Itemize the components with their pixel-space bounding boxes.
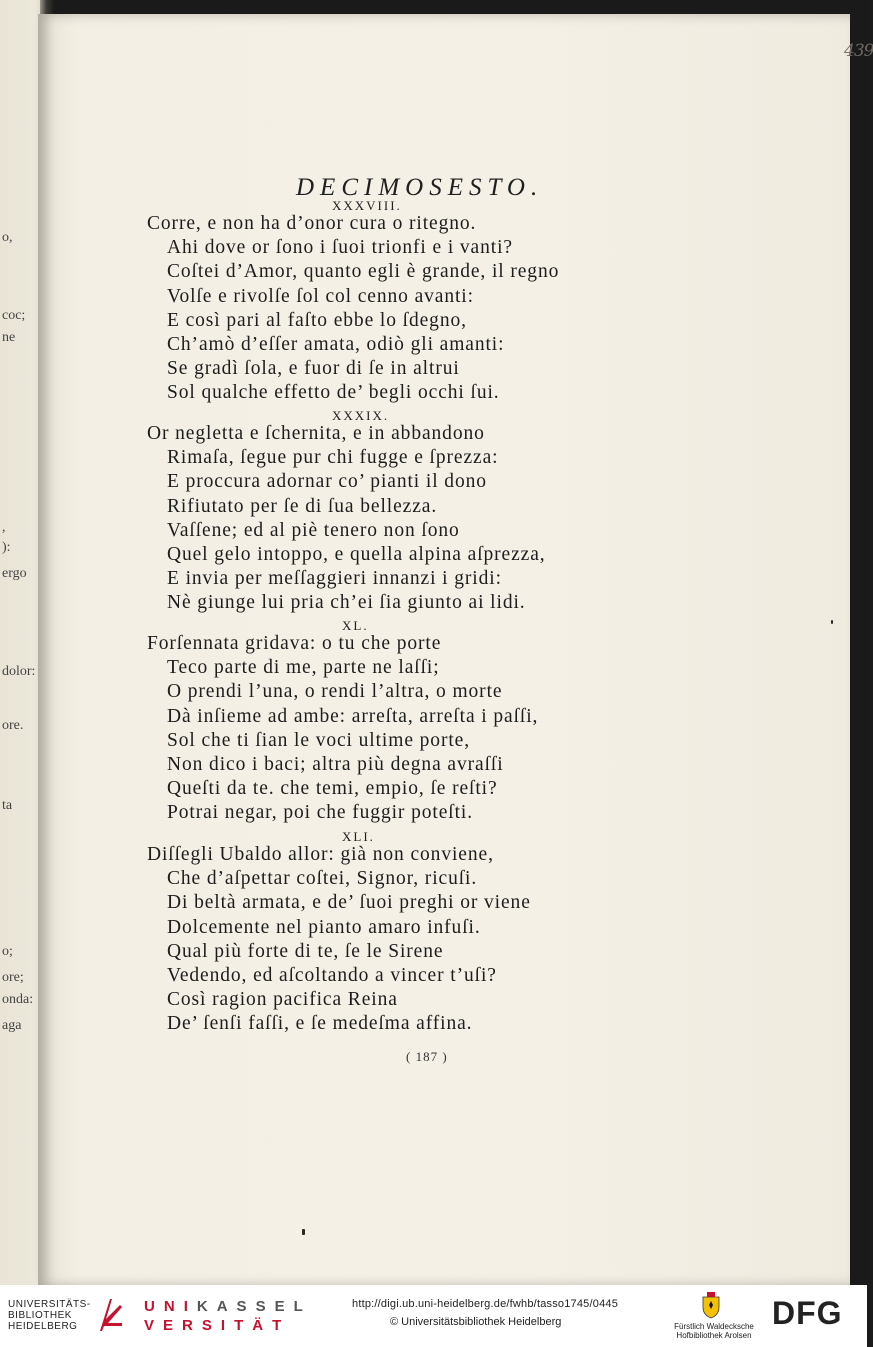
logo-letter: R bbox=[182, 1317, 202, 1334]
prev-page-fragment: dolor: bbox=[2, 664, 36, 679]
heidelberg-library-logo[interactable] bbox=[8, 1299, 91, 1332]
ub-logo-line: UNIVERSITÄTS- bbox=[8, 1299, 91, 1310]
stanza-number: XXXVIII. bbox=[332, 198, 402, 213]
ub-emblem-icon bbox=[96, 1295, 126, 1335]
verse-line: Queſti da te. che temi, empio, ſe reſti? bbox=[167, 778, 498, 800]
verse-line: Rimaſa, ſegue pur chi fugge e ſprezza: bbox=[167, 447, 499, 469]
verse-line: O prendi l’una, o rendi l’altra, o morte bbox=[167, 681, 503, 703]
verse-line: Teco parte di me, parte ne laſſi; bbox=[167, 657, 440, 679]
prev-page-fragment: o, bbox=[2, 230, 13, 245]
verse-line: Così ragion pacifica Reina bbox=[167, 989, 398, 1011]
verse-line: Forſennata gridava: o tu che porte bbox=[147, 633, 442, 654]
verse-line: Sol qualche effetto de’ begli occhi ſui. bbox=[167, 382, 500, 404]
verse-line: Coſtei d’Amor, quanto egli è grande, il regno bbox=[167, 261, 560, 283]
verse-line: Se gradì ſola, e fuor di ſe in altrui bbox=[167, 358, 460, 380]
verse-line: Qual più forte di te, ſe le Sirene bbox=[167, 940, 444, 962]
kassel-logo-row-1 bbox=[144, 1297, 312, 1316]
verse-line: Ch’amò d’eſſer amata, odiò gli amanti: bbox=[167, 334, 505, 355]
verse-line: Non dico i baci; altra più degna avraſſi bbox=[167, 754, 504, 775]
logo-letter: K bbox=[196, 1298, 217, 1315]
footer-bar bbox=[0, 1285, 867, 1347]
verse-line: Ahi dove or ſono i ſuoi trionfi e i vanti? bbox=[167, 237, 513, 259]
verse-line: Rifiutato per ſe di ſua bellezza. bbox=[167, 495, 438, 517]
arolsen-crest-icon bbox=[700, 1291, 722, 1319]
logo-letter: E bbox=[274, 1298, 294, 1315]
stanza-number: XLI. bbox=[342, 829, 375, 844]
kassel-logo-row-2 bbox=[144, 1316, 312, 1335]
prev-page-fragment: ergo bbox=[2, 566, 27, 581]
ink-mark bbox=[302, 1229, 305, 1235]
verse-line: Volſe e rivolſe ſol col cenno avanti: bbox=[167, 285, 474, 307]
logo-letter: S bbox=[201, 1317, 221, 1334]
running-head: DECIMOSESTO. bbox=[296, 174, 544, 201]
logo-letter: I bbox=[220, 1317, 235, 1334]
dfg-logo[interactable]: DFG bbox=[772, 1295, 843, 1331]
logo-letter: I bbox=[183, 1298, 197, 1315]
verse-line: Vaſſene; ed al piè tenero non ſono bbox=[167, 519, 460, 541]
verse-line: Di beltà armata, e de’ ſuoi preghi or viene bbox=[167, 892, 531, 914]
book-page bbox=[38, 14, 873, 1286]
logo-letter: Ä bbox=[252, 1317, 273, 1334]
verse-line: E così pari al faſto ebbe lo ſdegno, bbox=[167, 309, 467, 331]
prev-page-fragment: aga bbox=[2, 1018, 22, 1033]
arolsen-library-credit bbox=[668, 1322, 760, 1340]
verse-line: De’ ſenſi faſſi, e ſe medeſma affina. bbox=[167, 1013, 473, 1035]
verse-line: Vedendo, ed aſcoltando a vincer t’uſi? bbox=[167, 965, 497, 986]
verse-line: E invia per meſſaggieri innanzi i gridi: bbox=[167, 568, 502, 590]
logo-letter: T bbox=[272, 1317, 291, 1334]
copyright-notice: © Universitätsbibliothek Heidelberg bbox=[390, 1316, 562, 1328]
logo-letter: L bbox=[293, 1298, 312, 1315]
prev-page-fragment: o; bbox=[2, 944, 13, 959]
logo-letter: S bbox=[236, 1298, 256, 1315]
prev-page-fragment: ore. bbox=[2, 718, 24, 733]
verse-line: Potrai negar, poi che fuggir poteſti. bbox=[167, 802, 473, 824]
prev-page-fragment: , bbox=[2, 520, 6, 535]
prev-page-fragment: ne bbox=[2, 330, 16, 345]
verse-line: Or negletta e ſchernita, e in abbandono bbox=[147, 423, 485, 444]
logo-letter: U bbox=[144, 1298, 164, 1315]
verse-line: Sol che ti ſian le voci ultime porte, bbox=[167, 729, 470, 751]
logo-letter: S bbox=[255, 1298, 275, 1315]
ub-logo-line: BIBLIOTHEK bbox=[8, 1310, 72, 1321]
ub-logo-line: HEIDELBERG bbox=[8, 1321, 78, 1332]
kassel-university-logo[interactable] bbox=[144, 1297, 312, 1335]
prev-page-fragment: ): bbox=[2, 540, 11, 555]
logo-letter: N bbox=[163, 1298, 184, 1315]
verse-line: Nè giunge lui pria ch’ei ſia giunto ai lidi. bbox=[167, 592, 526, 614]
permalink-url[interactable]: http://digi.ub.uni-heidelberg.de/fwhb/tasso1745/0445 bbox=[352, 1298, 619, 1310]
verse-line: Quel gelo intoppo, e quella alpina aſprezza, bbox=[167, 544, 546, 565]
verse-line: Corre, e non ha d’onor cura o ritegno. bbox=[147, 213, 477, 234]
verse-line: E proccura adornar co’ pianti il dono bbox=[167, 471, 487, 493]
arolsen-line: Fürstlich Waldecksche bbox=[674, 1322, 754, 1331]
verse-line: Dolcemente nel pianto amaro infuſi. bbox=[167, 916, 481, 938]
prev-page-fragment: coc; bbox=[2, 308, 26, 323]
ink-mark bbox=[831, 620, 833, 624]
prev-page-fragment: ore; bbox=[2, 970, 24, 985]
logo-letter: A bbox=[216, 1298, 237, 1315]
logo-letter: T bbox=[234, 1317, 253, 1334]
logo-letter: E bbox=[163, 1317, 183, 1334]
prev-page-fragment: ta bbox=[2, 798, 13, 813]
verse-line: Diſſegli Ubaldo allor: già non conviene, bbox=[147, 844, 494, 865]
verse-line: Dà inſieme ad ambe: arreſta, arreſta i paſſi, bbox=[167, 705, 539, 727]
verse-line: Che d’aſpettar coſtei, Signor, ricuſi. bbox=[167, 868, 478, 890]
logo-letter: V bbox=[144, 1317, 164, 1334]
stanza-number: XL. bbox=[342, 618, 369, 633]
folio-number: 439 bbox=[844, 41, 873, 61]
prev-page-fragment: onda: bbox=[2, 992, 34, 1007]
page-number: ( 187 ) bbox=[406, 1049, 448, 1064]
arolsen-line: Hofbibliothek Arolsen bbox=[676, 1331, 752, 1340]
stanza-number: XXXIX. bbox=[332, 408, 390, 423]
